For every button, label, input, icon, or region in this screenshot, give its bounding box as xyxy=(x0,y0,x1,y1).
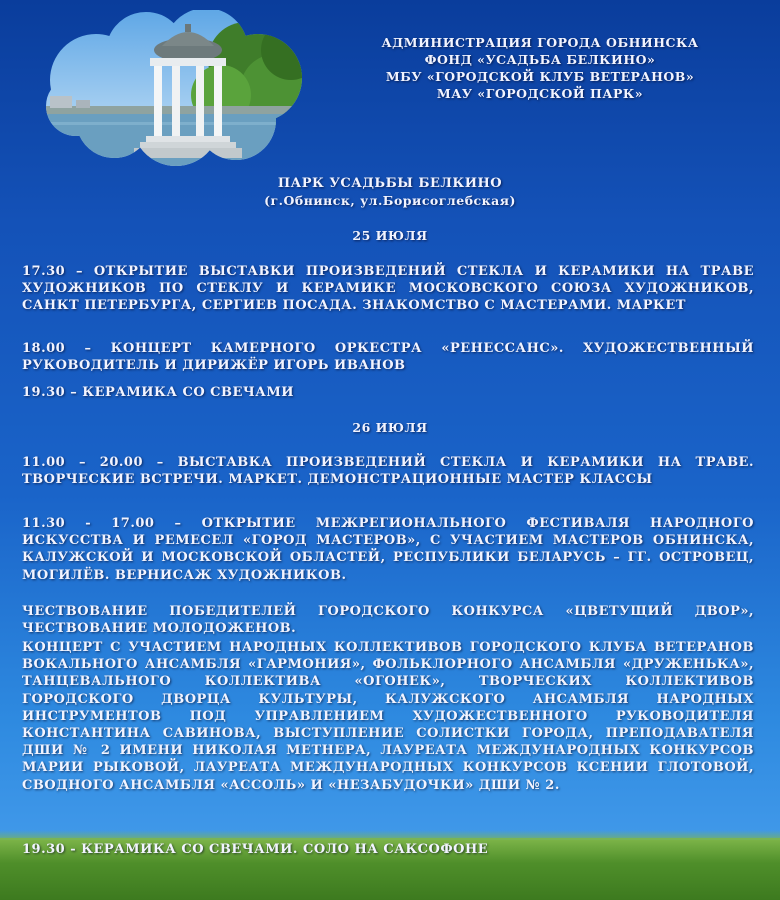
day2-event-2-honoring: ЧЕСТВОВАНИЕ ПОБЕДИТЕЛЕЙ ГОРОДСКОГО КОНКУРСА «ЦВЕТУЩИЙ ДВОР», ЧЕСТВОВАНИЕ МОЛОДОЖЕНОВ. xyxy=(22,604,754,637)
day2-event-3: 19.30 - КЕРАМИКА СО СВЕЧАМИ. СОЛО НА САКСОФОНЕ xyxy=(22,842,489,857)
gazebo-photo-cloud xyxy=(36,10,308,170)
venue-name: ПАРК УСАДЬБЫ БЕЛКИНО xyxy=(277,176,503,191)
header-line-administration: АДМИНИСТРАЦИЯ ГОРОДА ОБНИНСКА xyxy=(381,35,699,50)
header-line-foundation: ФОНД «УСАДЬБА БЕЛКИНО» xyxy=(424,52,656,67)
day2-event-1: 11.00 – 20.00 – ВЫСТАВКА ПРОИЗВЕДЕНИЙ СТЕКЛА И КЕРАМИКИ НА ТРАВЕ. ТВОРЧЕСКИЕ ВСТРЕЧИ. МАРКЕТ. ДЕМОНСТРАЦИОННЫЕ МАСТЕР КЛАССЫ xyxy=(22,455,754,488)
day2-date: 26 ИЮЛЯ xyxy=(352,420,428,435)
header-line-veterans-club: МБУ «ГОРОДСКОЙ КЛУБ ВЕТЕРАНОВ» xyxy=(385,69,695,84)
venue-address: (г.Обнинск, ул.Борисоглебская) xyxy=(264,193,516,208)
header-line-city-park: МАУ «ГОРОДСКОЙ ПАРК» xyxy=(436,86,644,101)
day1-event-2: 18.00 – КОНЦЕРТ КАМЕРНОГО ОРКЕСТРА «РЕНЕССАНС». ХУДОЖЕСТВЕННЫЙ РУКОВОДИТЕЛЬ И ДИРИЖЁР ИГОРЬ ИВАНОВ xyxy=(22,341,754,374)
day1-event-1: 17.30 – ОТКРЫТИЕ ВЫСТАВКИ ПРОИЗВЕДЕНИЙ СТЕКЛА И КЕРАМИКИ НА ТРАВЕ ХУДОЖНИКОВ ПО СТЕКЛУ И КЕРАМИКЕ МОСКОВСКОГО СОЮЗА ХУДОЖНИКОВ, САНКТ ПЕТЕРБУРГА, СЕРГИЕВ ПОСАДА. ЗНАКОМСТВО С МАСТЕРАМИ. МАРКЕТ xyxy=(22,264,754,314)
day2-event-2: 11.30 - 17.00 – ОТКРЫТИЕ МЕЖРЕГИОНАЛЬНОГО ФЕСТИВАЛЯ НАРОДНОГО ИСКУССТВА И РЕМЕСЕЛ «ГОРОД МАСТЕРОВ», С УЧАСТИЕМ МАСТЕРОВ ОБНИНСКА, КАЛУЖСКОЙ И МОСКОВСКОЙ ОБЛАСТЕЙ, РЕСПУБЛИКИ БЕЛАРУСЬ – ГГ. ОСТРОВЕЦ, МОГИЛЁВ. ВЕРНИСАЖ ХУДОЖНИКОВ. xyxy=(22,516,754,583)
day1-date: 25 ИЮЛЯ xyxy=(352,228,428,243)
day2-event-2-concert: КОНЦЕРТ С УЧАСТИЕМ НАРОДНЫХ КОЛЛЕКТИВОВ ГОРОДСКОГО КЛУБА ВЕТЕРАНОВ ВОКАЛЬНОГО АНСАМБЛЯ «ГАРМОНИЯ», ФОЛЬКЛОРНОГО АНСАМБЛЯ «ДРУЖЕНЬКА», ТАНЦЕВАЛЬНОГО КОЛЛЕКТИВА «ОГОНЕК», ТВОРЧЕСКИХ КОЛЛЕКТИВОВ ГОРОДСКОГО ДВОРЦА КУЛЬТУРЫ, КАЛУЖСКОГО АНСАМБЛЯ НАРОДНЫХ ИНСТРУМЕНТОВ ПОД УПРАВЛЕНИЕМ ХУДОЖЕСТВЕННОГО РУКОВОДИТЕЛЯ КОНСТАНТИНА САВИНОВА, ВЫСТУПЛЕНИЕ СОЛИСТКИ ГОРОДА, ПРЕПОДАВАТЕЛЯ ДШИ № 2 ИМЕНИ НИКОЛАЯ МЕТНЕРА, ЛАУРЕАТА МЕЖДУНАРОДНЫХ КОНКУРСОВ МАРИИ РЫКОВОЙ, ЛАУРЕАТА МЕЖДУНАРОДНЫХ КОНКУРСОВ КСЕНИИ ГЛОТОВОЙ, СВОДНОГО АНСАМБЛЯ «АССОЛЬ» И «НЕЗАБУДОЧКИ» ДШИ № 2. xyxy=(22,640,754,793)
day1-event-3: 19.30 – КЕРАМИКА СО СВЕЧАМИ xyxy=(22,385,295,400)
